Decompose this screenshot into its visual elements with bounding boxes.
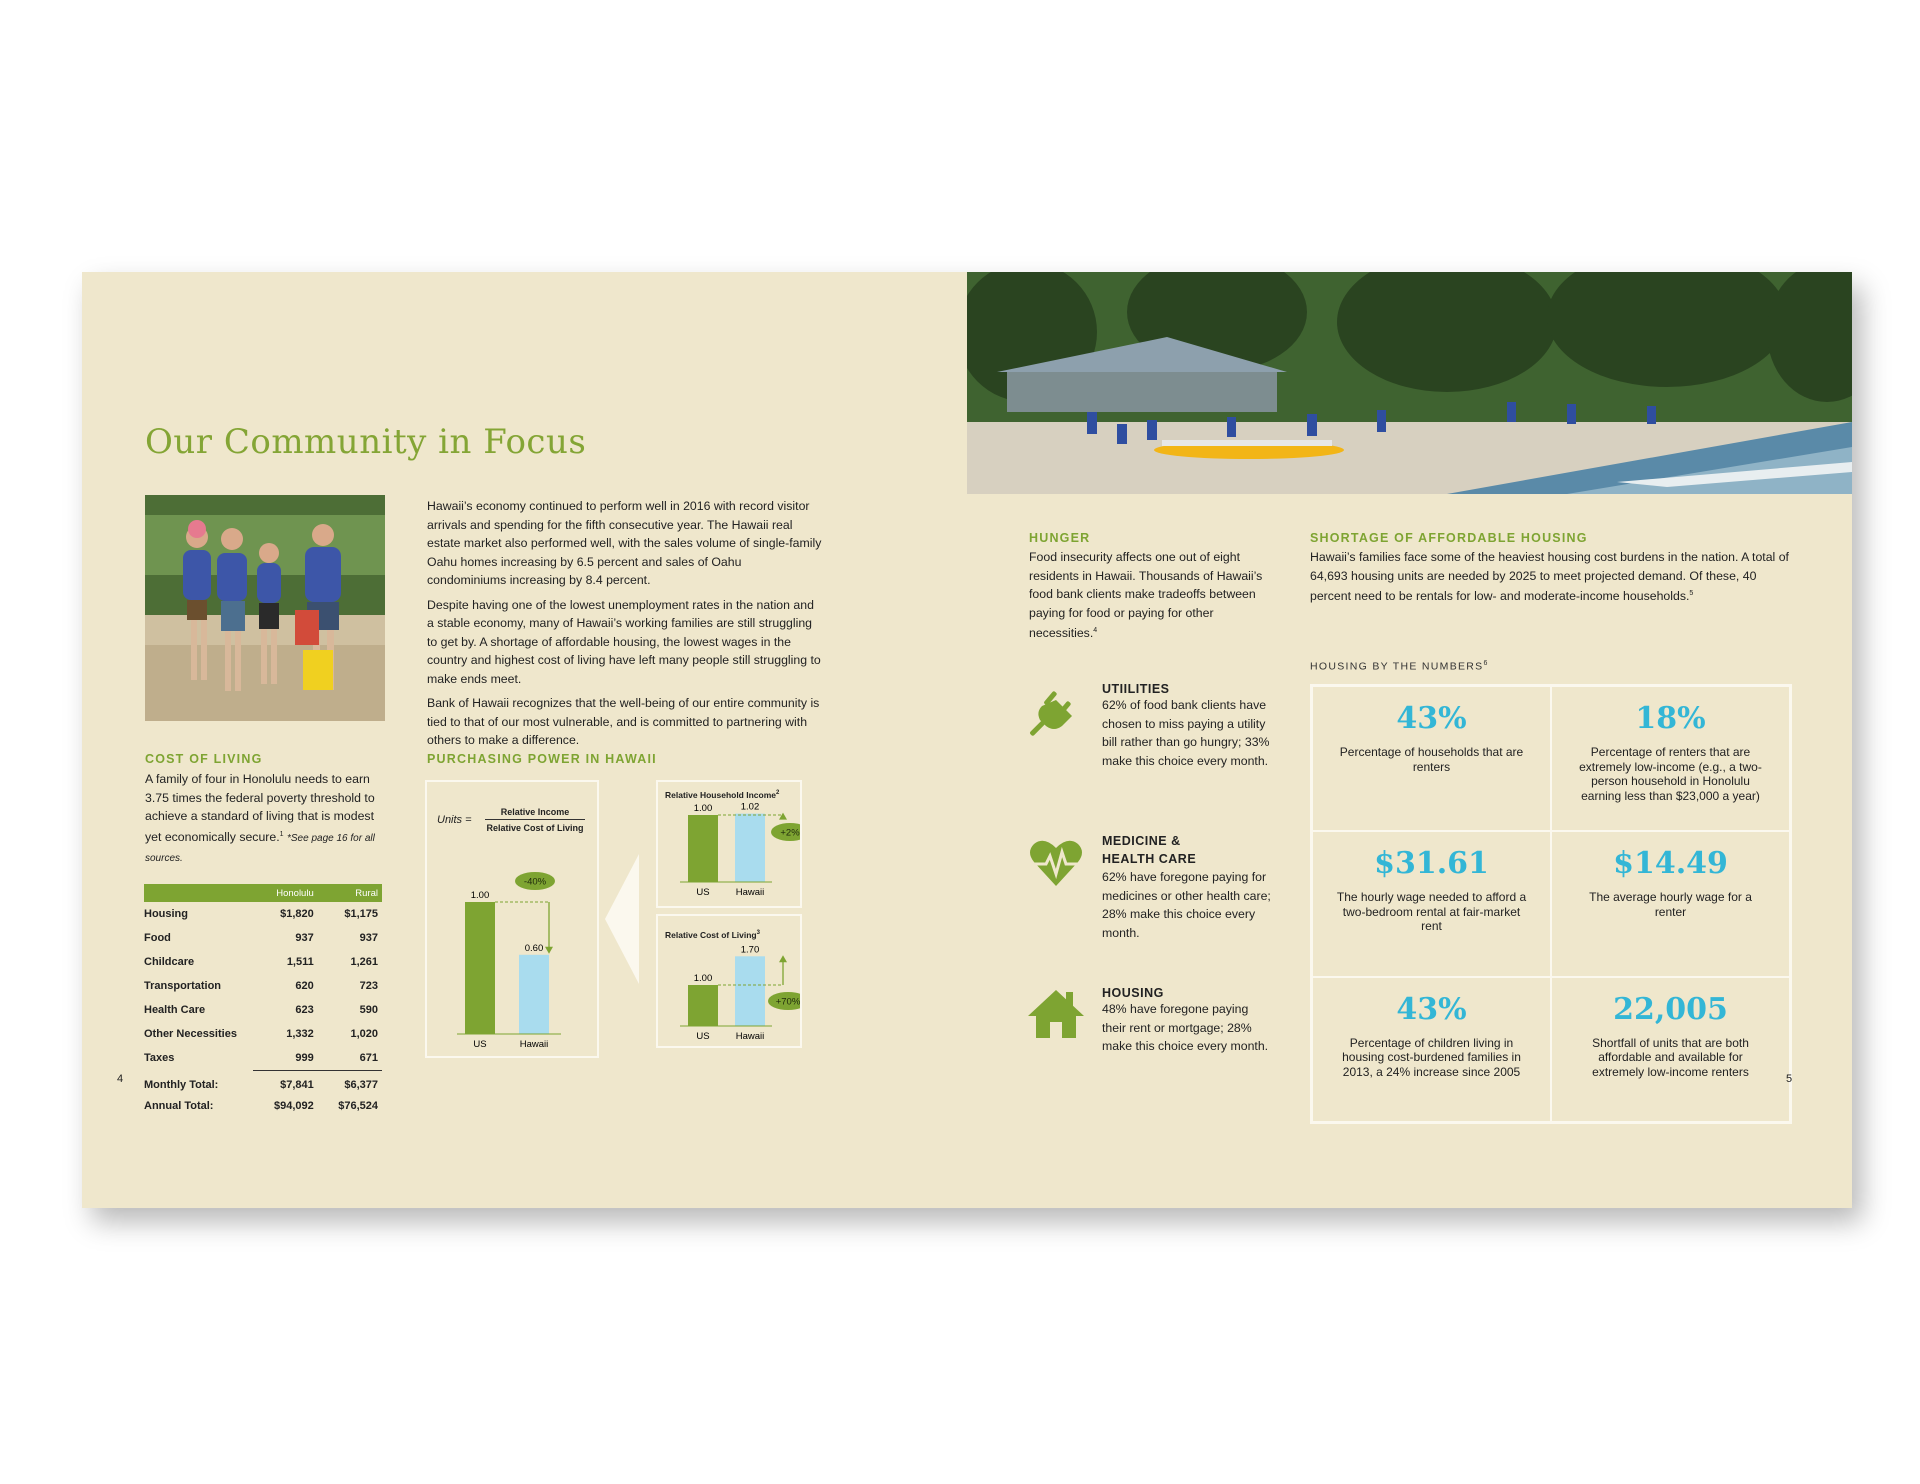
- data-label: 1.00: [470, 890, 490, 901]
- stat-value: 43%: [1396, 701, 1467, 736]
- category-label: Hawaii: [519, 1039, 549, 1050]
- table-header-honolulu: Honolulu: [253, 884, 317, 902]
- table-cell: 590: [359, 1004, 378, 1016]
- cost-of-living-mini-chart: [658, 916, 800, 1046]
- stat-cell: [1312, 686, 1551, 831]
- hunger-heading: HUNGER: [1029, 531, 1091, 545]
- table-cell: 937: [359, 932, 378, 944]
- table-cell: Transportation: [144, 980, 222, 992]
- purchasing-power-chart: [427, 782, 597, 1056]
- bar-hawaii: [735, 814, 765, 882]
- housing-stats-grid: [1310, 684, 1792, 1124]
- page-title: Our Community in Focus: [145, 422, 587, 462]
- table-cell: 1,020: [350, 1028, 378, 1040]
- table-cell: 623: [295, 1004, 314, 1016]
- table-cell: Food: [144, 932, 171, 944]
- stat-value: $14.49: [1613, 846, 1728, 882]
- medicine-text: 62% have foregone paying for medicines or other health care; 28% make this choice every month.: [1102, 870, 1271, 940]
- table-cell: 620: [295, 980, 314, 992]
- house-icon: [1026, 984, 1086, 1044]
- brochure-spread: [82, 272, 1852, 1208]
- data-label: 1.00: [693, 973, 713, 984]
- hunger-footnote-mark: 4: [1093, 627, 1098, 634]
- footnote-mark: 1: [279, 830, 284, 838]
- stat-description: Shortfall of units that are both affordable and available for extremely low-income renters: [1592, 1035, 1749, 1079]
- table-cell: Housing: [144, 908, 188, 920]
- table-cell: 1,261: [350, 956, 378, 968]
- heart-pulse-icon: [1026, 832, 1086, 892]
- data-label: 1.70: [740, 944, 760, 956]
- table-cell: $7,841: [280, 1079, 314, 1092]
- bar-us: [465, 902, 495, 1034]
- stat-value: 18%: [1635, 701, 1706, 736]
- category-label: US: [696, 1031, 710, 1042]
- table-cell: Monthly Total:: [144, 1079, 219, 1091]
- table-row: [144, 902, 382, 926]
- bar-us: [688, 985, 718, 1026]
- housing-numbers-mark: 6: [1483, 660, 1489, 667]
- intro-paragraph-2: Despite having one of the lowest unemployment rates in the nation and a stable economy, many of Hawaii’s working families are still struggling to get by. A shortage of affordable housing, the lowest wages in the country and highest cost of living have left many people still struggling to make ends meet.: [427, 597, 821, 686]
- arrow-head: [779, 813, 787, 820]
- change-annotation: +2%: [780, 827, 800, 839]
- table-cell: 1,332: [286, 1028, 314, 1040]
- housing-tradeoff-block: [1102, 986, 1272, 1056]
- table-row: [144, 998, 382, 1022]
- change-annotation: +70%: [775, 996, 800, 1008]
- utilities-block: [1102, 682, 1272, 770]
- stat-description: Percentage of households that are renters: [1339, 745, 1524, 774]
- intro-paragraph-3: Bank of Hawaii recognizes that the well-being of our entire community is tied to that of our most vulnerable, and is committed to partnering with others to make a difference.: [427, 696, 820, 747]
- table-row: [144, 950, 382, 974]
- purchasing-power-box: [425, 780, 599, 1058]
- sources-note: *See page 16 for all sources.: [145, 832, 375, 865]
- housing-numbers-heading: [1310, 660, 1489, 673]
- table-cell: Taxes: [144, 1052, 175, 1064]
- table-total-row: [144, 1070, 382, 1094]
- bar-hawaii: [735, 956, 765, 1026]
- hunger-body: Food insecurity affects one out of eight residents in Hawaii. Thousands of Hawaii’s food bank clients make tradeoffs between paying for food or paying for other necessities.: [1029, 550, 1263, 641]
- beach-cleanup-photo: [967, 272, 1852, 494]
- data-label: 1.00: [693, 803, 713, 814]
- table-cell: 937: [295, 932, 314, 944]
- hunger-text: [1029, 548, 1269, 643]
- stat-value: 22,005: [1613, 991, 1728, 1027]
- table-cell: 999: [253, 1046, 317, 1070]
- stat-description: Percentage of renters that are extremely low-income (e.g., a two-person household in Honolulu earning less than $23,000 a year): [1579, 745, 1762, 803]
- table-cell: 671: [318, 1046, 382, 1070]
- stat-value: $31.61: [1374, 846, 1489, 882]
- stat-description: The hourly wage needed to afford a two-bedroom rental at fair-market rent: [1336, 890, 1527, 934]
- cost-of-living-body: A family of four in Honolulu needs to earn 3.75 times the federal poverty threshold to achieve a standard of living that is modest yet economically secure.: [145, 772, 375, 844]
- household-income-title-text: Relative Household Income: [665, 790, 776, 800]
- stat-description: The average hourly wage for a renter: [1589, 890, 1752, 919]
- housing-shortage-text: [1310, 548, 1795, 606]
- plug-icon: [1026, 682, 1086, 742]
- formula-denominator: Relative Cost of Living: [486, 823, 584, 833]
- medicine-title: MEDICINE & HEALTH CARE: [1102, 834, 1197, 866]
- cost-of-living-chart-title-text: Relative Cost of Living: [665, 930, 757, 940]
- table-header-rural: Rural: [318, 884, 382, 902]
- table-cell: 1,511: [286, 956, 314, 968]
- housing-shortage-heading: SHORTAGE OF AFFORDABLE HOUSING: [1310, 531, 1588, 545]
- table-cell: $6,377: [344, 1079, 378, 1092]
- category-label: US: [696, 887, 710, 898]
- cost-of-living-text: [145, 770, 385, 869]
- table-cell: $94,092: [273, 1100, 314, 1112]
- housing-shortage-body: Hawaii’s families face some of the heaviest housing cost burdens in the nation. A total of 64,693 housing units are needed by 2025 to meet projected demand. Of these, 40 percent need to be rentals for low- and moderate-income households.: [1310, 550, 1789, 604]
- household-income-chart: [658, 782, 800, 906]
- change-annotation: -40%: [523, 876, 547, 888]
- cost-of-living-chart-box: [656, 914, 802, 1048]
- intro-text: [427, 497, 822, 750]
- volunteers-photo: [145, 495, 385, 721]
- household-income-sup: 2: [776, 790, 780, 797]
- table-cell: Health Care: [144, 1004, 206, 1016]
- stat-cell: [1551, 686, 1790, 831]
- table-cell: Annual Total:: [144, 1100, 214, 1112]
- units-label: Units =: [437, 814, 472, 826]
- intro-paragraph-1: Hawaii’s economy continued to perform well in 2016 with record visitor arrivals and spending for the fifth consecutive year. The Hawaii real estate market also performed well, with the sales volume of single-family Oahu homes increasing by 6.5 percent and sales of Oahu condominiums increasing by 8.4 percent.: [427, 499, 822, 587]
- utilities-title: UTIILITIES: [1102, 682, 1170, 696]
- bar-us: [688, 815, 718, 882]
- table-header-row: [144, 884, 382, 902]
- housing-footnote-mark: 5: [1689, 590, 1694, 597]
- stat-value: 43%: [1396, 991, 1467, 1027]
- medicine-block: [1102, 832, 1272, 942]
- table-row: [144, 974, 382, 998]
- cost-of-living-heading: COST OF LIVING: [145, 752, 263, 766]
- table-header: [144, 884, 253, 902]
- table-cell: $1,175: [344, 908, 378, 920]
- table-cell: $76,524: [338, 1100, 378, 1112]
- pointer-arrow-shape: [605, 854, 639, 984]
- household-income-box: [656, 780, 802, 908]
- table-row: [144, 1046, 382, 1070]
- housing-tradeoff-title: HOUSING: [1102, 986, 1164, 1000]
- table-total-row: [144, 1094, 382, 1118]
- table-cell: 723: [359, 980, 378, 992]
- stat-cell: [1551, 831, 1790, 976]
- category-label: US: [473, 1039, 487, 1050]
- table-cell: Other Necessities: [144, 1028, 237, 1040]
- category-label: Hawaii: [735, 887, 765, 898]
- purchasing-power-heading: PURCHASING POWER IN HAWAII: [427, 752, 657, 766]
- utilities-text: 62% of food bank clients have chosen to miss paying a utility bill rather than go hungry; 33% make this choice every month.: [1102, 698, 1270, 768]
- data-label: 1.02: [740, 801, 760, 813]
- stat-cell: [1551, 977, 1793, 1122]
- housing-tradeoff-text: 48% have foregone paying their rent or mortgage; 28% make this choice every month.: [1102, 1002, 1269, 1053]
- arrow-head: [545, 947, 553, 954]
- formula-numerator: Relative Income: [485, 807, 585, 820]
- category-label: Hawaii: [735, 1031, 765, 1042]
- cost-of-living-table: [144, 884, 382, 1118]
- cost-of-living-chart-sup: 3: [756, 930, 760, 937]
- arrow-head: [779, 955, 787, 962]
- page-number-left: 4: [117, 1073, 124, 1085]
- table-row: [144, 926, 382, 950]
- page-number-right: 5: [1786, 1073, 1793, 1085]
- table-row: [144, 1022, 382, 1046]
- data-label: 0.60: [524, 942, 544, 954]
- table-cell: $1,820: [280, 908, 314, 920]
- stat-cell: [1312, 977, 1551, 1122]
- housing-numbers-heading-text: HOUSING BY THE NUMBERS: [1310, 660, 1484, 673]
- stat-description: Percentage of children living in housing cost-burdened families in 2013, a 24% increase since 2005: [1342, 1035, 1521, 1079]
- table-cell: Childcare: [144, 956, 195, 968]
- stat-cell: [1312, 831, 1551, 976]
- bar-hawaii: [519, 955, 549, 1034]
